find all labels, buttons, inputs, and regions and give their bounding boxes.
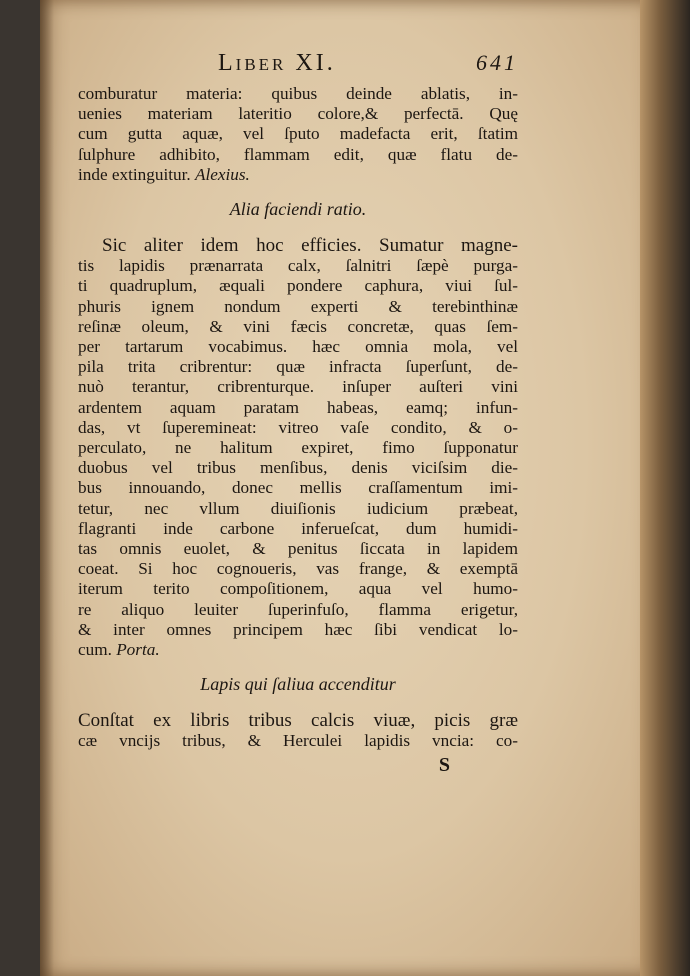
text-line: iterum terito compoſitionem, aqua vel humo- [78, 579, 518, 599]
page-gutter-shadow [40, 0, 54, 976]
section-heading: Lapis qui ſaliua accenditur [200, 674, 396, 695]
text-line: cæ vncijs tribus, & Herculei lapidis vncia: co- [78, 731, 518, 751]
text-line-content: inde extinguitur. [78, 164, 191, 184]
paragraph-3 [78, 711, 518, 751]
text-line: nuò terantur, cribrenturque. inſuper auſteri vini [78, 377, 518, 397]
text-block [78, 50, 518, 777]
running-title: Liber XI. [218, 50, 336, 76]
text-line: tas omnis euolet, & penitus ſiccata in lapidem [78, 539, 518, 559]
text-line: das, vt ſuperemineat: vitreo vaſe condito, & o- [78, 417, 518, 437]
text-line: coeat. Si hoc cognoueris, vas frange, & exemptā [78, 559, 518, 579]
page-number: 641 [476, 50, 518, 75]
text-line: Sic aliter idem hoc efficies. Sumatur magne- [102, 235, 518, 257]
text-line-content: cum. [78, 640, 112, 660]
text-line: tis lapidis prænarrata calx, ſalnitri ſæpè purga- [78, 256, 518, 276]
paragraph-2 [78, 236, 518, 660]
text-line: ardentem aquam paratam habeas, eamq; infun- [78, 397, 518, 417]
text-line: phuris ignem nondum experti & terebinthinæ [78, 296, 518, 316]
text-line: comburatur materia: quibus deinde ablatis, in- [78, 84, 518, 103]
text-line: uenies materiam lateritio colore,& perfectā. Quę [78, 104, 518, 124]
page-header [78, 50, 518, 84]
text-line: flagranti inde carbone inferueſcat, dum humidi- [78, 518, 518, 538]
text-line: per tartarum vocabimus. hæc omnia mola, vel [78, 337, 518, 357]
text-line: perculato, ne halitum expiret, fimo ſupponatur [78, 438, 518, 458]
text-line: duobus vel tribus menſibus, denis viciſsim die- [78, 458, 518, 478]
paragraph-1 [78, 84, 518, 185]
text-line [78, 640, 518, 660]
text-line: cum gutta aquæ, vel ſputo madefacta erit, ſtatim [78, 124, 518, 144]
text-line: ſulphure adhibito, flammam edit, quæ flatu de- [78, 144, 518, 164]
text-line: reſinæ oleum, & vini fæcis concretæ, quas ſem- [78, 316, 518, 336]
text-line: re aliquo leuiter ſuperinfuſo, flamma erigetur, [78, 599, 518, 619]
text-line: Conſtat ex libris tribus calcis viuæ, picis græ [78, 710, 518, 732]
text-line: ti quadruplum, æquali pondere caphura, viui ſul- [78, 276, 518, 296]
text-line: & inter omnes principem hæc ſibi vendicat lo- [78, 619, 518, 639]
signature-mark: S [438, 753, 450, 776]
author-attribution: Alexius. [194, 164, 250, 184]
section-heading: Alia faciendi ratio. [229, 199, 367, 220]
text-line: tetur, nec vllum diuiſionis iudicium præbeat, [78, 498, 518, 518]
author-attribution: Porta. [116, 640, 160, 660]
text-line: pila trita cribrentur: quæ infracta ſuperſunt, de- [78, 357, 518, 377]
page-edge [640, 0, 690, 976]
text-line: bus innouando, donec mellis craſſamentum imi- [78, 478, 518, 498]
text-line [78, 165, 518, 185]
